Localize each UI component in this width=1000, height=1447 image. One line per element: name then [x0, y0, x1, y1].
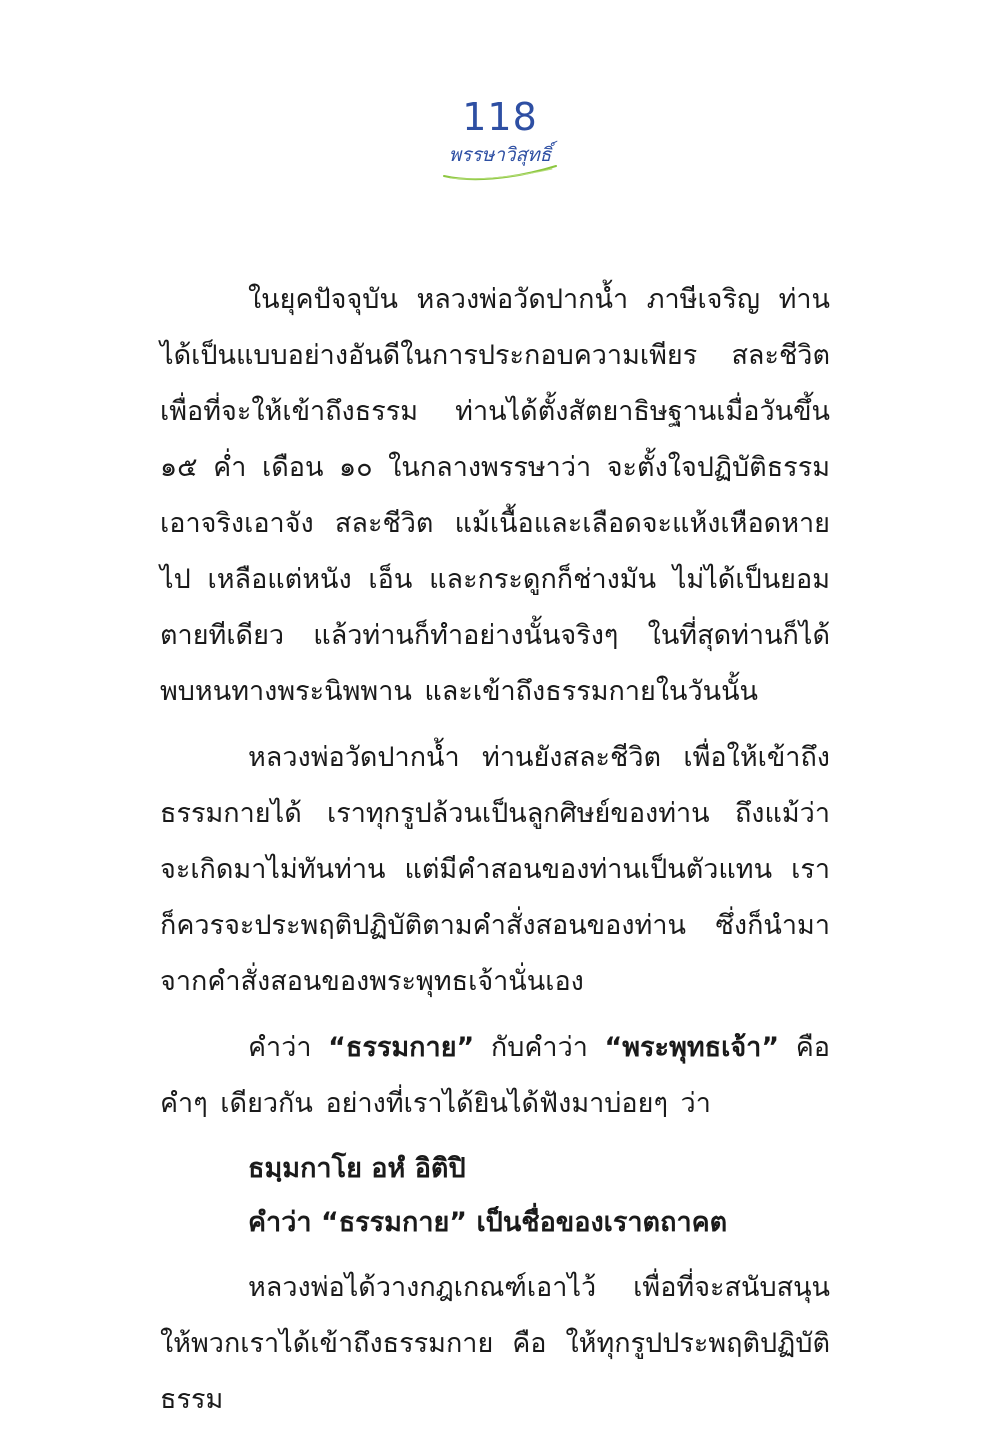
paragraph-3-part-1: คำว่า [248, 1032, 329, 1063]
paragraph-1: ในยุคปัจจุบัน หลวงพ่อวัดปากน้ำ ภาษีเจริญ ท่านได้เป็นแบบอย่างอันดีในการประกอบความเพียร สละชีวิตเพื่อที่จะให้เข้าถึงธรรม ท่านได้ตั้งสัตยาธิษฐานเมื่อวันขึ้น ๑๕ ค่ำ เดือน ๑๐ ในกลางพรรษาว่า จะตั้งใจปฏิบัติธรรม เอาจริงเอาจัง สละชีวิต แม้เนื้อและเลือดจะแห้งเหือดหายไป เหลือแต่หนัง เอ็น และกระดูกก็ช่างมัน ไม่ได้เป็นยอมตายทีเดียว แล้วท่านก็ทำอย่างนั้นจริงๆ ในที่สุดท่านก็ได้พบหนทางพระนิพพาน และเข้าถึงธรรมกายในวันนั้น [160, 284, 830, 707]
paragraph-2: หลวงพ่อวัดปากน้ำ ท่านยังสละชีวิต เพื่อให้เข้าถึงธรรมกายได้ เราทุกรูปล้วนเป็นลูกศิษย์ของท่าน ถึงแม้ว่าจะเกิดมาไม่ทันท่าน แต่มีคำสอนของท่านเป็นตัวแทน เราก็ควรจะประพฤติปฏิบัติตามคำสั่งสอนของท่าน ซึ่งก็นำมาจากคำสั่งสอนของพระพุทธเจ้านั่นเอง [160, 742, 830, 997]
paragraph-3-part-2: กับคำว่า [474, 1032, 605, 1063]
body-text [160, 272, 830, 1428]
paragraph-3 [160, 1020, 830, 1132]
paragraph-4: หลวงพ่อได้วางกฎเกณฑ์เอาไว้ เพื่อที่จะสนับสนุนให้พวกเราได้เข้าถึงธรรมกาย คือ ให้ทุกรูปประพฤติปฏิบัติธรรม [160, 1272, 830, 1415]
book-title-block [440, 142, 560, 182]
page-header [0, 92, 1000, 182]
decorative-swash-icon [440, 160, 560, 182]
paragraph-3-part-3: คือคำๆ เดียวกัน อย่างที่เราได้ยินได้ฟังมาบ่อยๆ ว่า [160, 1032, 830, 1119]
verse-line-1: ธมฺมกาโย อหํ อิติปิ [248, 1153, 466, 1184]
pali-verse [248, 1142, 830, 1250]
verse-line-2: คำว่า “ธรรมกาย” เป็นชื่อของเราตถาคต [248, 1207, 728, 1238]
term-buddha: “พระพุทธเจ้า” [604, 1032, 780, 1063]
book-title: พรรษาวิสุทธิ์ [448, 144, 552, 166]
term-dhammakaya: “ธรรมกาย” [328, 1032, 475, 1063]
page-number: 118 [462, 95, 538, 139]
